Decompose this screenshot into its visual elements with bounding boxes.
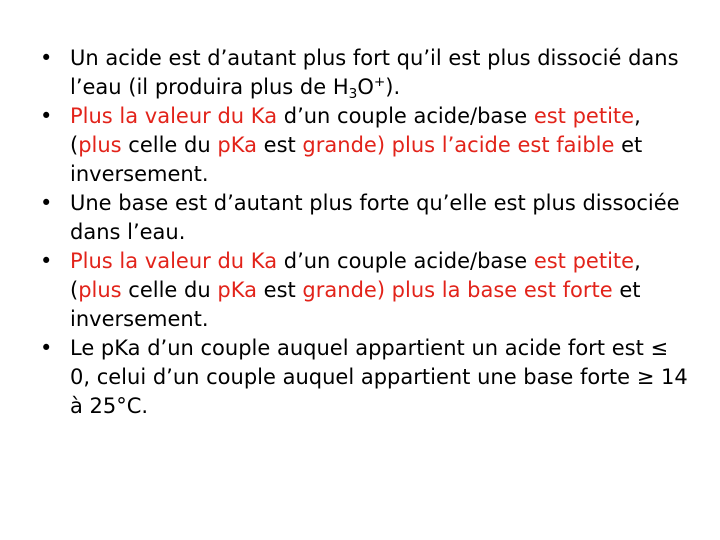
text-segment: et inversement. bbox=[70, 278, 641, 331]
bullet-item bbox=[40, 44, 690, 102]
bullet-list bbox=[40, 44, 690, 421]
text-segment: d’un couple acide/base bbox=[277, 104, 534, 128]
highlighted-text: est petite bbox=[533, 104, 635, 128]
highlighted-text: pKa bbox=[217, 278, 257, 302]
text-segment: + bbox=[373, 73, 386, 90]
highlighted-text: grande) plus l’acide est faible bbox=[302, 133, 615, 157]
bullet-dot-icon: • bbox=[40, 191, 53, 215]
highlighted-text: pKa bbox=[217, 133, 257, 157]
highlighted-text: grande) plus la base est forte bbox=[302, 278, 613, 302]
text-segment: , ( bbox=[70, 104, 641, 157]
bullet-dot-icon: • bbox=[40, 46, 53, 70]
text-segment: Une base est d’autant plus forte qu’elle est plus dissociée dans l’eau. bbox=[70, 191, 680, 244]
text-segment: celle du bbox=[121, 278, 218, 302]
bullet-item bbox=[40, 247, 690, 334]
text-segment: , ( bbox=[70, 249, 641, 302]
bullet-dot-icon: • bbox=[40, 104, 53, 128]
highlighted-text: plus bbox=[78, 278, 122, 302]
highlighted-text: Plus la valeur du Ka bbox=[70, 249, 278, 273]
highlighted-text: plus bbox=[78, 133, 122, 157]
text-segment: O bbox=[357, 75, 374, 99]
bullet-dot-icon: • bbox=[40, 336, 53, 360]
text-segment: Un acide est d’autant plus fort qu’il est plus dissocié dans l’eau (il produira plus de H bbox=[70, 46, 679, 99]
text-segment: et inversement. bbox=[70, 133, 643, 186]
bullet-item bbox=[40, 189, 690, 247]
text-segment: Le pKa d’un couple auquel appartient un acide fort est ≤ 0, celui d’un couple auquel appartient une base forte ≥ 14 à 25°C. bbox=[70, 336, 688, 418]
highlighted-text: Plus la valeur du Ka bbox=[70, 104, 278, 128]
text-segment: celle du bbox=[121, 133, 218, 157]
text-segment: est bbox=[256, 278, 303, 302]
text-segment: 3 bbox=[348, 86, 358, 103]
text-segment: est bbox=[256, 133, 303, 157]
bullet-dot-icon: • bbox=[40, 249, 53, 273]
bullet-item bbox=[40, 102, 690, 189]
highlighted-text: est petite bbox=[533, 249, 635, 273]
text-segment: d’un couple acide/base bbox=[277, 249, 534, 273]
text-segment: ). bbox=[385, 75, 401, 99]
bullet-item bbox=[40, 334, 690, 421]
